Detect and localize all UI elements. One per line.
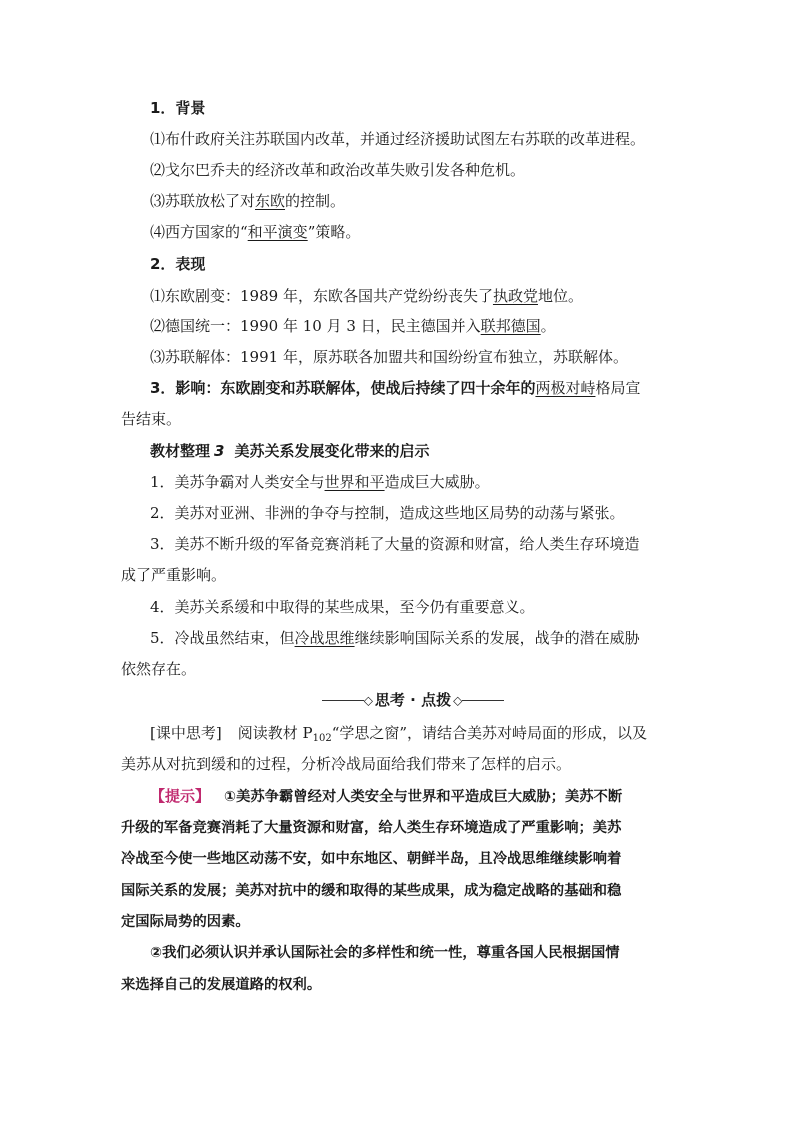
divider-rule-right bbox=[462, 700, 504, 701]
answer-para-2-line-2: 来选择自己的发展道路的权利。 bbox=[121, 977, 322, 993]
blank-answer: 世界和平 bbox=[324, 473, 385, 491]
section-2-title: 2．表现 bbox=[150, 255, 206, 273]
answer-para-2-line-1: ②我们必须认识并承认国际社会的多样性和统一性，尊重各国人民根据国情 bbox=[150, 945, 620, 961]
section-1-title: 1．背景 bbox=[150, 99, 206, 117]
diamond-icon: ◇ bbox=[453, 693, 463, 708]
manifestation-item-3: ⑶苏联解体：1991 年，原苏联各加盟共和国纷纷宣布独立，苏联解体。 bbox=[150, 348, 628, 366]
hint-tag: 【提示】 bbox=[150, 787, 211, 805]
background-item-3: ⑶苏联放松了对东欧的控制。 bbox=[150, 192, 346, 210]
blank-answer: 联邦德国 bbox=[480, 317, 541, 335]
blank-answer: 东欧 bbox=[255, 192, 286, 210]
question-line-2: 美苏从对抗到缓和的过程，分析冷战局面给我们带来了怎样的启示。 bbox=[121, 755, 572, 773]
lesson-item-4: 4．美苏关系缓和中取得的某些成果，至今仍有重要意义。 bbox=[150, 598, 535, 616]
answer-line-5: 定国际局势的因素。 bbox=[121, 914, 250, 930]
background-item-2: ⑵戈尔巴乔夫的经济改革和政治改革失败引发各种危机。 bbox=[150, 161, 526, 179]
manifestation-item-1: ⑴东欧剧变：1989 年，东欧各国共产党纷纷丧失了执政党地位。 bbox=[150, 287, 583, 305]
blank-answer: 执政党 bbox=[492, 287, 538, 305]
question-line-1: [课中思考] 阅读教材 $P_{102}“$学思之窗”，请结合美苏对峙局面的形成，以及 bbox=[150, 724, 648, 744]
impact-line-2: 告结束。 bbox=[121, 410, 182, 428]
lesson-item-3: 3．美苏不断升级的军备竞赛消耗了大量的资源和财富，给人类生存环境造 bbox=[150, 535, 640, 553]
divider-rule-left bbox=[322, 700, 364, 701]
blank-answer: 和平演变 bbox=[247, 223, 308, 241]
answer-line-2: 升级的军备竞赛消耗了大量资源和财富，给人类生存环境造成了严重影响；美苏 bbox=[121, 820, 622, 836]
impact-line-1: 3．影响：东欧剧变和苏联解体，使战后持续了四十余年的两极对峙格局宣 bbox=[150, 379, 641, 397]
section-heading: 教材整理 3 美苏关系发展变化带来的启示 bbox=[150, 442, 430, 460]
section-divider bbox=[303, 690, 523, 710]
divider-label: 思考 · 点拨 bbox=[374, 691, 452, 709]
manifestation-item-2: ⑵德国统一：1990 年 10 月 3 日，民主德国并入联邦德国。 bbox=[150, 317, 556, 335]
lesson-item-2: 2．美苏对亚洲、非洲的争夺与控制，造成这些地区局势的动荡与紧张。 bbox=[150, 504, 625, 522]
blank-answer: 两极对峙 bbox=[535, 379, 596, 397]
answer-line-1: 【提示】 ①美苏争霸曾经对人类安全与世界和平造成巨大威胁；美苏不断 bbox=[150, 787, 623, 805]
lesson-item-5-cont: 依然存在。 bbox=[121, 660, 197, 678]
answer-line-3: 冷战至今使一些地区动荡不安，如中东地区、朝鲜半岛，且冷战思维继续影响着 bbox=[121, 851, 622, 867]
lesson-item-3-cont: 成了严重影响。 bbox=[121, 566, 227, 584]
background-item-4: ⑷西方国家的“和平演变”策略。 bbox=[150, 223, 361, 241]
lesson-item-1: 1．美苏争霸对人类安全与世界和平造成巨大威胁。 bbox=[150, 473, 490, 491]
background-item-1: ⑴布什政府关注苏联国内改革，并通过经济援助试图左右苏联的改革进程。 bbox=[150, 130, 646, 148]
answer-line-4: 国际关系的发展；美苏对抗中的缓和取得的某些成果，成为稳定战略的基础和稳 bbox=[121, 883, 622, 899]
diamond-icon: ◇ bbox=[363, 693, 373, 708]
lesson-item-5: 5．冷战虽然结束，但冷战思维继续影响国际关系的发展，战争的潜在威胁 bbox=[150, 629, 640, 647]
blank-answer: 冷战思维 bbox=[294, 629, 355, 647]
